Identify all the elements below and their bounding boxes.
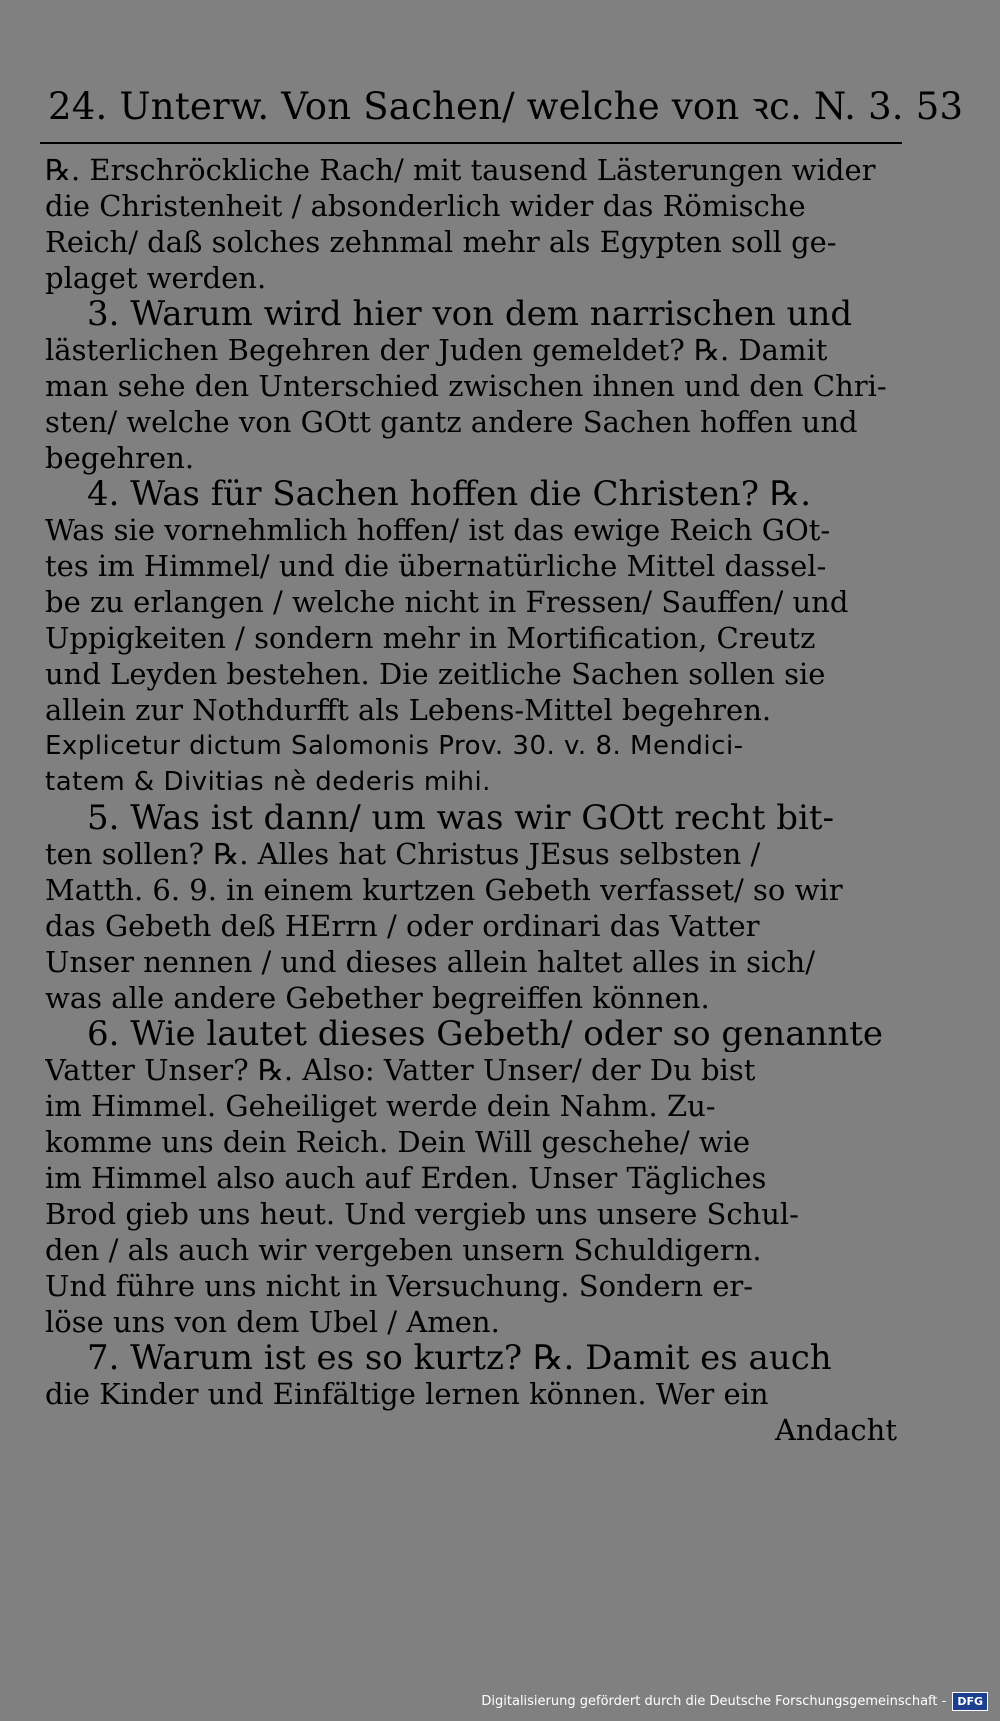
text-line: ℞. Erschröckliche Rach/ mit tausend Lästerungen wider: [45, 153, 876, 187]
dfg-logo: DFG: [952, 1692, 988, 1711]
text-line: im Himmel also auch auf Erden. Unser Tägliches: [45, 1161, 767, 1195]
text-line: Und führe uns nicht in Versuchung. Sondern er-: [45, 1269, 754, 1303]
text-line: tes im Himmel/ und die übernatürliche Mittel dassel-: [45, 549, 827, 583]
text-line: die Kinder und Einfältige lernen können. Wer ein: [45, 1377, 769, 1411]
text-line: Was sie vornehmlich hoffen/ ist das ewige Reich GOt-: [45, 513, 831, 547]
header-rule: [40, 142, 902, 144]
text-line: Unser nennen / und dieses allein haltet alles in sich/: [45, 945, 815, 979]
footer-credit: Digitalisierung gefördert durch die Deutsche Forschungsgemeinschaft -: [481, 1694, 947, 1709]
text-line: 7. Warum ist es so kurtz? ℞. Damit es auch: [87, 1340, 832, 1376]
text-line: komme uns dein Reich. Dein Will geschehe/ wie: [45, 1125, 751, 1159]
text-line: das Gebeth deß HErrn / oder ordinari das Vatter: [45, 909, 760, 943]
text-line: löse uns von dem Ubel / Amen.: [45, 1305, 500, 1339]
book-page: [30, 70, 964, 1630]
text-line: im Himmel. Geheiliget werde dein Nahm. Zu-: [45, 1089, 716, 1123]
text-line: begehren.: [45, 441, 195, 475]
text-line: was alle andere Gebether begreiffen können.: [45, 981, 710, 1015]
text-line: Explicetur dictum Salomonis Prov. 30. v. 8. Mendici-: [45, 731, 744, 761]
text-line: allein zur Nothdurfft als Lebens-Mittel begehren.: [45, 693, 772, 727]
text-line: 6. Wie lautet dieses Gebeth/ oder so genannte: [87, 1016, 884, 1052]
text-line: 5. Was ist dann/ um was wir GOtt recht bit-: [87, 800, 835, 836]
body-text: [45, 152, 905, 1448]
text-line: 3. Warum wird hier von dem narrischen und: [87, 296, 853, 332]
text-line: Brod gieb uns heut. Und vergieb uns unsere Schul-: [45, 1197, 799, 1231]
text-line: lästerlichen Begehren der Juden gemeldet? ℞. Damit: [45, 333, 828, 367]
text-line: Andacht: [774, 1413, 897, 1447]
text-line: 4. Was für Sachen hoffen die Christen? ℞.: [87, 476, 812, 512]
digitization-footer: [481, 1692, 988, 1711]
text-line: be zu erlangen / welche nicht in Fressen/ Sauffen/ und: [45, 585, 849, 619]
text-line: man sehe den Unterschied zwischen ihnen und den Chri-: [45, 369, 887, 403]
running-head: 24. Unterw. Von Sachen/ welche von ꝛc. N. 3. 53: [48, 85, 964, 128]
text-line: sten/ welche von GOtt gantz andere Sachen hoffen und: [45, 405, 858, 439]
text-line: die Christenheit / absonderlich wider das Römische: [45, 189, 806, 223]
text-line: und Leyden bestehen. Die zeitliche Sachen sollen sie: [45, 657, 826, 691]
text-line: den / als auch wir vergeben unsern Schuldigern.: [45, 1233, 762, 1267]
text-line: Reich/ daß solches zehnmal mehr als Egypten soll ge-: [45, 225, 837, 259]
text-line: tatem & Divitias nè dederis mihi.: [45, 767, 491, 797]
text-line: Uppigkeiten / sondern mehr in Mortification, Creutz: [45, 621, 816, 655]
text-line: plaget werden.: [45, 261, 267, 295]
text-line: Vatter Unser? ℞. Also: Vatter Unser/ der Du bist: [45, 1053, 756, 1087]
text-line: ten sollen? ℞. Alles hat Christus JEsus selbsten /: [45, 837, 761, 871]
text-line: Matth. 6. 9. in einem kurtzen Gebeth verfasset/ so wir: [45, 873, 843, 907]
